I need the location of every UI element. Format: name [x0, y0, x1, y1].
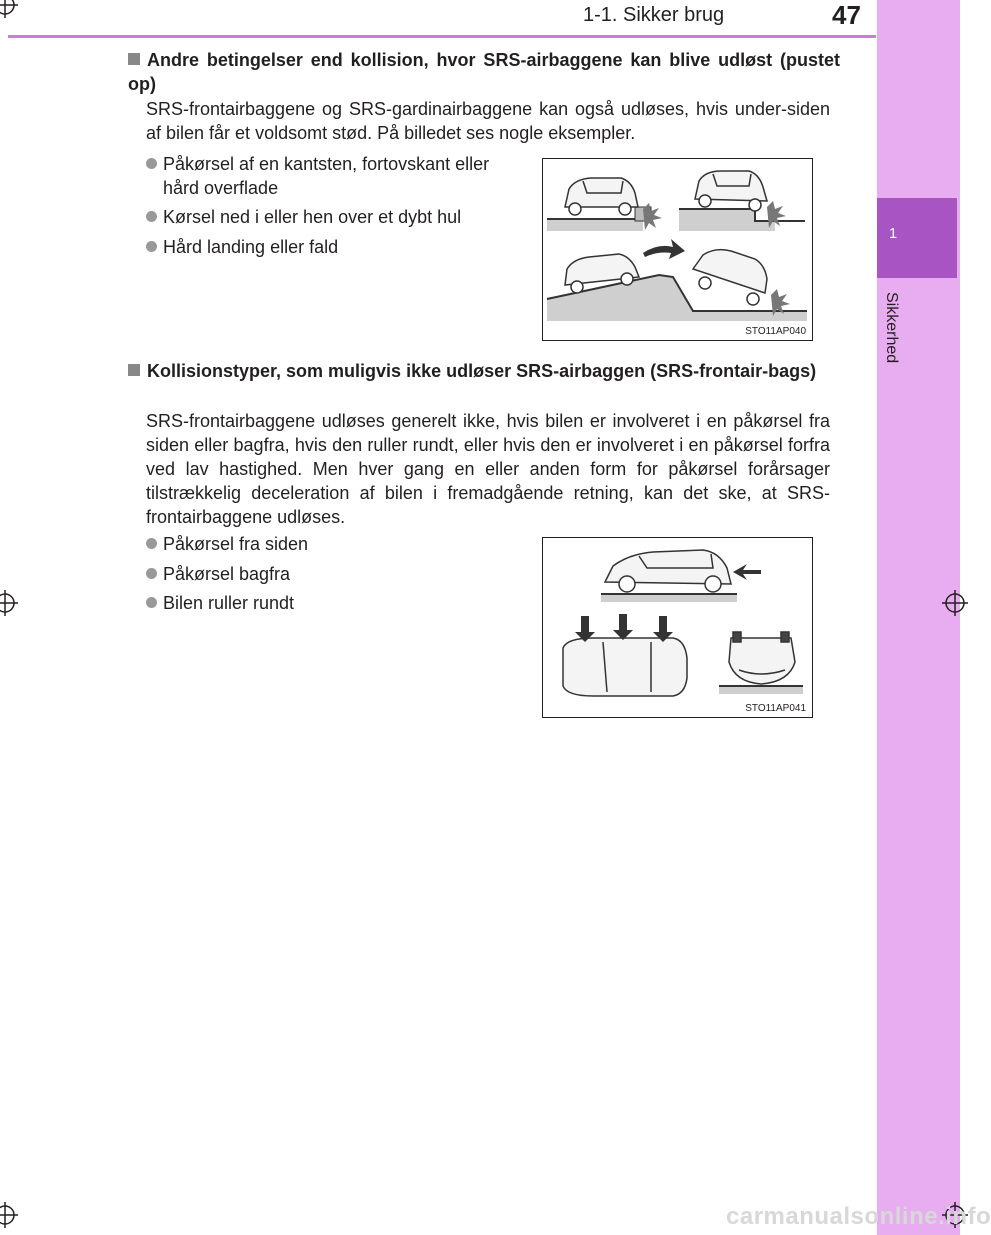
page-number: 47 — [832, 0, 861, 30]
list-item: Hård landing eller fald — [146, 235, 338, 259]
bullet-dot-icon — [146, 241, 157, 252]
list-item: Bilen ruller rundt — [146, 591, 294, 615]
chapter-number: 1 — [888, 225, 898, 242]
square-bullet-icon — [128, 53, 140, 65]
crop-mark-icon — [0, 590, 18, 616]
bullet-dot-icon — [146, 568, 157, 579]
list-item: Påkørsel bagfra — [146, 562, 290, 586]
crop-mark-icon — [0, 1202, 18, 1228]
chapter-side-tab — [877, 0, 960, 1235]
section1-body: SRS-frontairbaggene og SRS-gardinairbaggene kan også udløses, hvis under-siden af bilen får et voldsomt stød. På billedet ses nogle eksempler. — [146, 99, 830, 143]
car-collision-types-illustration — [543, 538, 812, 717]
section2-heading: Kollisionstyper, som muligvis ikke udløser SRS-airbaggen (SRS-frontair-bags) — [128, 359, 840, 383]
section1-heading: Andre betingelser end kollision, hvor SRS-airbaggene kan blive udløst (pustet op) — [128, 50, 840, 94]
car-impact-illustration — [543, 159, 812, 340]
figure-code: STO11AP040 — [745, 326, 806, 337]
watermark: carmanualsonline.info — [726, 1203, 991, 1230]
square-bullet-icon — [128, 364, 140, 376]
list-item: Påkørsel fra siden — [146, 532, 308, 556]
figure-airbag-deploy-conditions — [542, 158, 813, 341]
figure-airbag-no-deploy — [542, 537, 813, 718]
chapter-name: Sikkerhed — [883, 292, 900, 364]
section2-body: SRS-frontairbaggene udløses generelt ikke, hvis bilen er involveret i en påkørsel fra siden eller bagfra, hvis den ruller rundt, eller hvis den er involveret i en påkørsel forfra ved lav hastighed. Men hver gang en eller anden form for påkørsel forårsager tilstrækkelig deceleration af bilen i fremadgående retning, kan det ske, at SRS-frontairbaggene udløses. — [146, 411, 830, 527]
crop-mark-icon — [0, 0, 18, 18]
bullet-dot-icon — [146, 211, 157, 222]
crop-mark-icon — [942, 590, 968, 616]
section-title: 1-1. Sikker brug — [583, 4, 725, 26]
list-item: Påkørsel af en kantsten, fortovskant eller hård overflade — [146, 152, 526, 200]
header-divider — [8, 35, 876, 38]
bullet-dot-icon — [146, 158, 157, 169]
list-item: Kørsel ned i eller hen over et dybt hul — [146, 205, 461, 229]
bullet-dot-icon — [146, 597, 157, 608]
bullet-dot-icon — [146, 538, 157, 549]
figure-code: STO11AP041 — [745, 703, 806, 714]
